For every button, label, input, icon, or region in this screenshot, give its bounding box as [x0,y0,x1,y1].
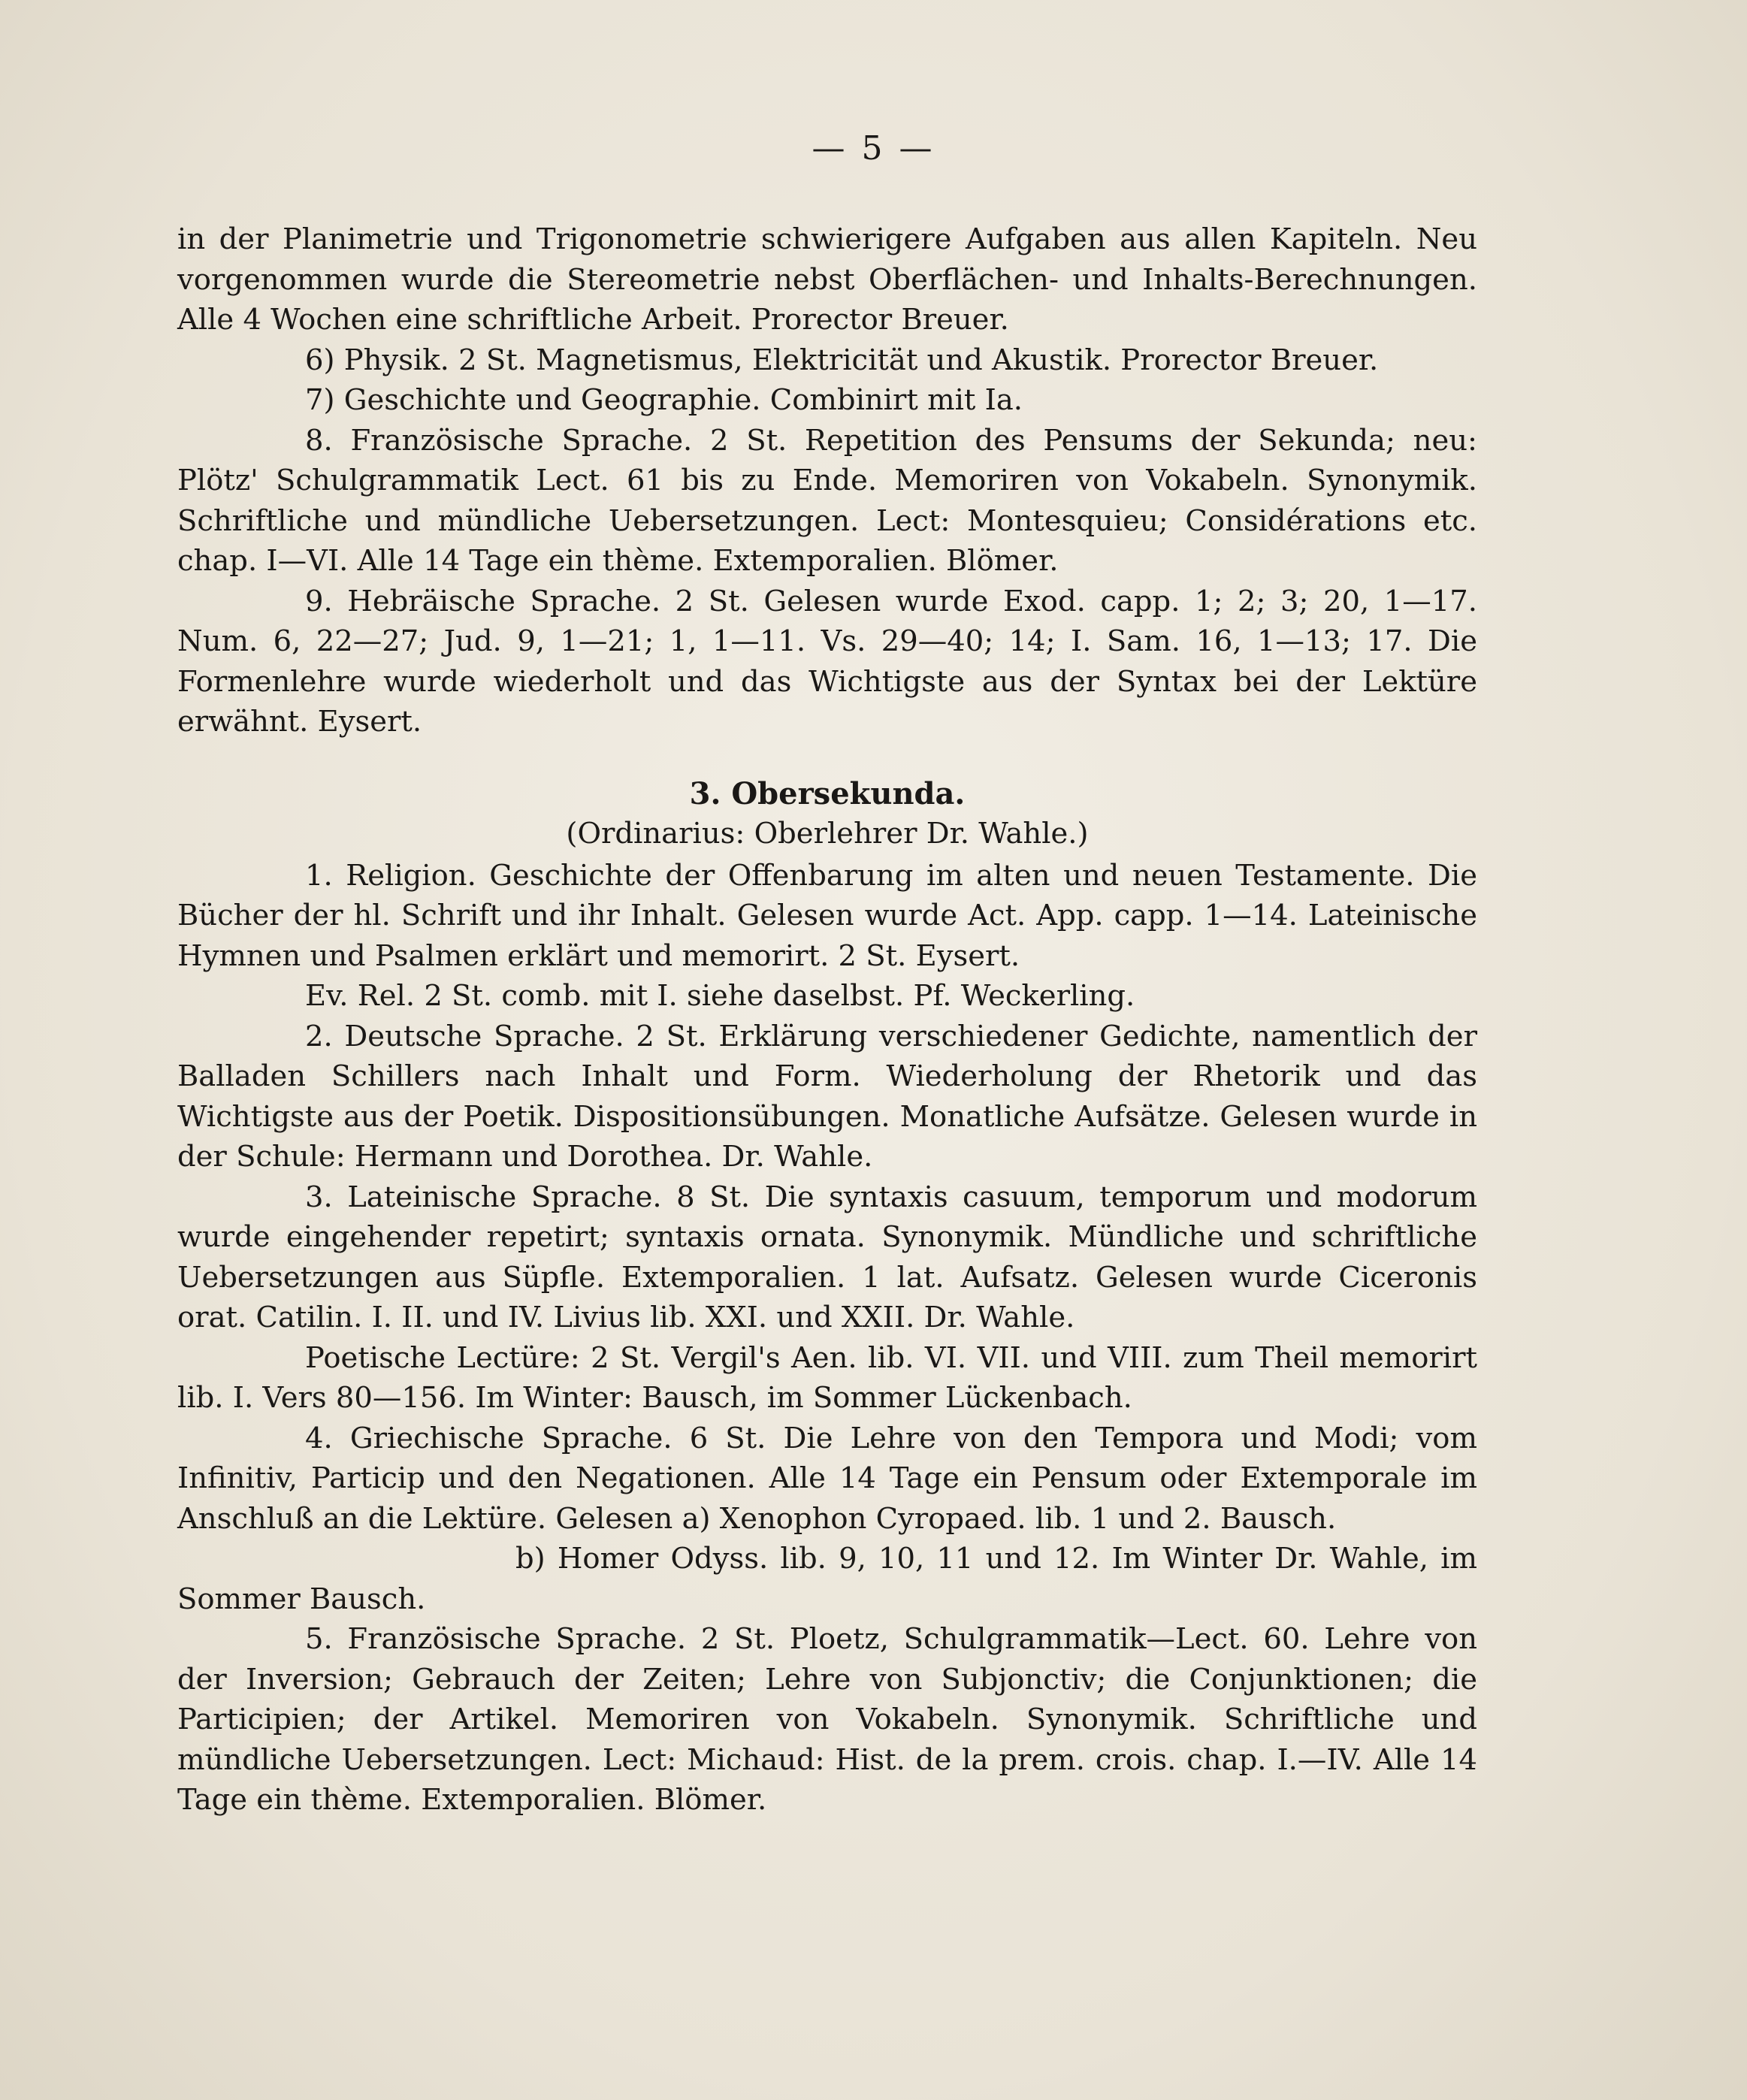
paragraph-geschichte: 7) Geschichte und Geographie. Combinirt mit Ia. [305,383,1023,417]
page-number: — 5 — [812,129,935,168]
paragraph-mathematics-continued: in der Planimetrie und Trigonometrie schwierigere Aufgaben aus allen Kapiteln. Neu vorgenommen wurde die Stereometrie nebst Oberflächen- und Inhalts-Berechnungen. Alle 4 Wochen eine schriftliche Arbeit. Prorector Breuer. [177,222,1477,337]
section-title: 3. Obersekunda. [689,775,966,811]
paragraph-ev-religion: Ev. Rel. 2 St. comb. mit I. siehe daselbst. Pf. Weckerling. [305,979,1135,1013]
paragraph-griechisch: 4. Griechische Sprache. 6 St. Die Lehre von den Tempora und Modi; vom Infinitiv, Particip und den Negationen. Alle 14 Tage ein Pensum oder Extemporale im Anschluß an die Lektüre. Gelesen a) Xenophon Cyropaed. lib. 1 und 2. Bausch. [177,1421,1477,1536]
page-body [177,219,1477,1821]
paragraph-physik: 6) Physik. 2 St. Magnetismus, Elektricität und Akustik. Prorector Breuer. [305,343,1379,377]
paragraph-franzoesisch: 8. Französische Sprache. 2 St. Repetition des Pensums der Sekunda; neu: Plötz' Schulgrammatik Lect. 61 bis zu Ende. Memoriren von Vokabeln. Synonymik. Schriftliche und mündliche Uebersetzungen. Lect: Montesquieu; Considérations etc. chap. I—VI. Alle 14 Tage ein thème. Extemporalien. Blömer. [177,423,1477,578]
paragraph-latein: 3. Lateinische Sprache. 8 St. Die syntaxis casuum, temporum und modorum wurde eingehender repetirt; syntaxis ornata. Synonymik. Mündliche und schriftliche Uebersetzungen aus Süpfle. Extemporalien. 1 lat. Aufsatz. Gelesen wurde Ciceronis orat. Catilin. I. II. und IV. Livius lib. XXI. und XXII. Dr. Wahle. [177,1180,1477,1334]
section-subtitle: (Ordinarius: Oberlehrer Dr. Wahle.) [566,817,1089,851]
paragraph-poetische-lectuere: Poetische Lectüre: 2 St. Vergil's Aen. lib. VI. VII. und VIII. zum Theil memorirt lib. I. Vers 80—156. Im Winter: Bausch, im Sommer Lückenbach. [177,1340,1477,1415]
paragraph-hebraeisch: 9. Hebräische Sprache. 2 St. Gelesen wurde Exod. capp. 1; 2; 3; 20, 1—17. Num. 6, 22—27; Jud. 9, 1—21; 1, 1—11. Vs. 29—40; 14; I. Sam. 16, 1—13; 17. Die Formenlehre wurde wiederholt und das Wichtigste aus der Syntax bei der Lektüre erwähnt. Eysert. [177,584,1477,739]
paragraph-religion: 1. Religion. Geschichte der Offenbarung im alten und neuen Testamente. Die Bücher der hl. Schrift und ihr Inhalt. Gelesen wurde Act. App. capp. 1—14. Lateinische Hymnen und Psalmen erklärt und memorirt. 2 St. Eysert. [177,858,1477,973]
paragraph-franzoesisch-obersekunda: 5. Französische Sprache. 2 St. Ploetz, Schulgrammatik—Lect. 60. Lehre von der Inversion; Gebrauch der Zeiten; Lehre von Subjonctiv; die Conjunktionen; die Participien; der Artikel. Memoriren von Vokabeln. Synonymik. Schriftliche und mündliche Uebersetzungen. Lect: Michaud: Hist. de la prem. crois. chap. I.—IV. Alle 14 Tage ein thème. Extemporalien. Blömer. [177,1622,1477,1817]
paragraph-deutsch: 2. Deutsche Sprache. 2 St. Erklärung verschiedener Gedichte, namentlich der Balladen Schillers nach Inhalt und Form. Wiederholung der Rhetorik und das Wichtigste aus der Poetik. Dispositionsübungen. Monatliche Aufsätze. Gelesen wurde in der Schule: Hermann und Dorothea. Dr. Wahle. [177,1019,1477,1174]
paragraph-griechisch-homer: b) Homer Odyss. lib. 9, 10, 11 und 12. Im Winter Dr. Wahle, im Sommer Bausch. [177,1542,1477,1616]
